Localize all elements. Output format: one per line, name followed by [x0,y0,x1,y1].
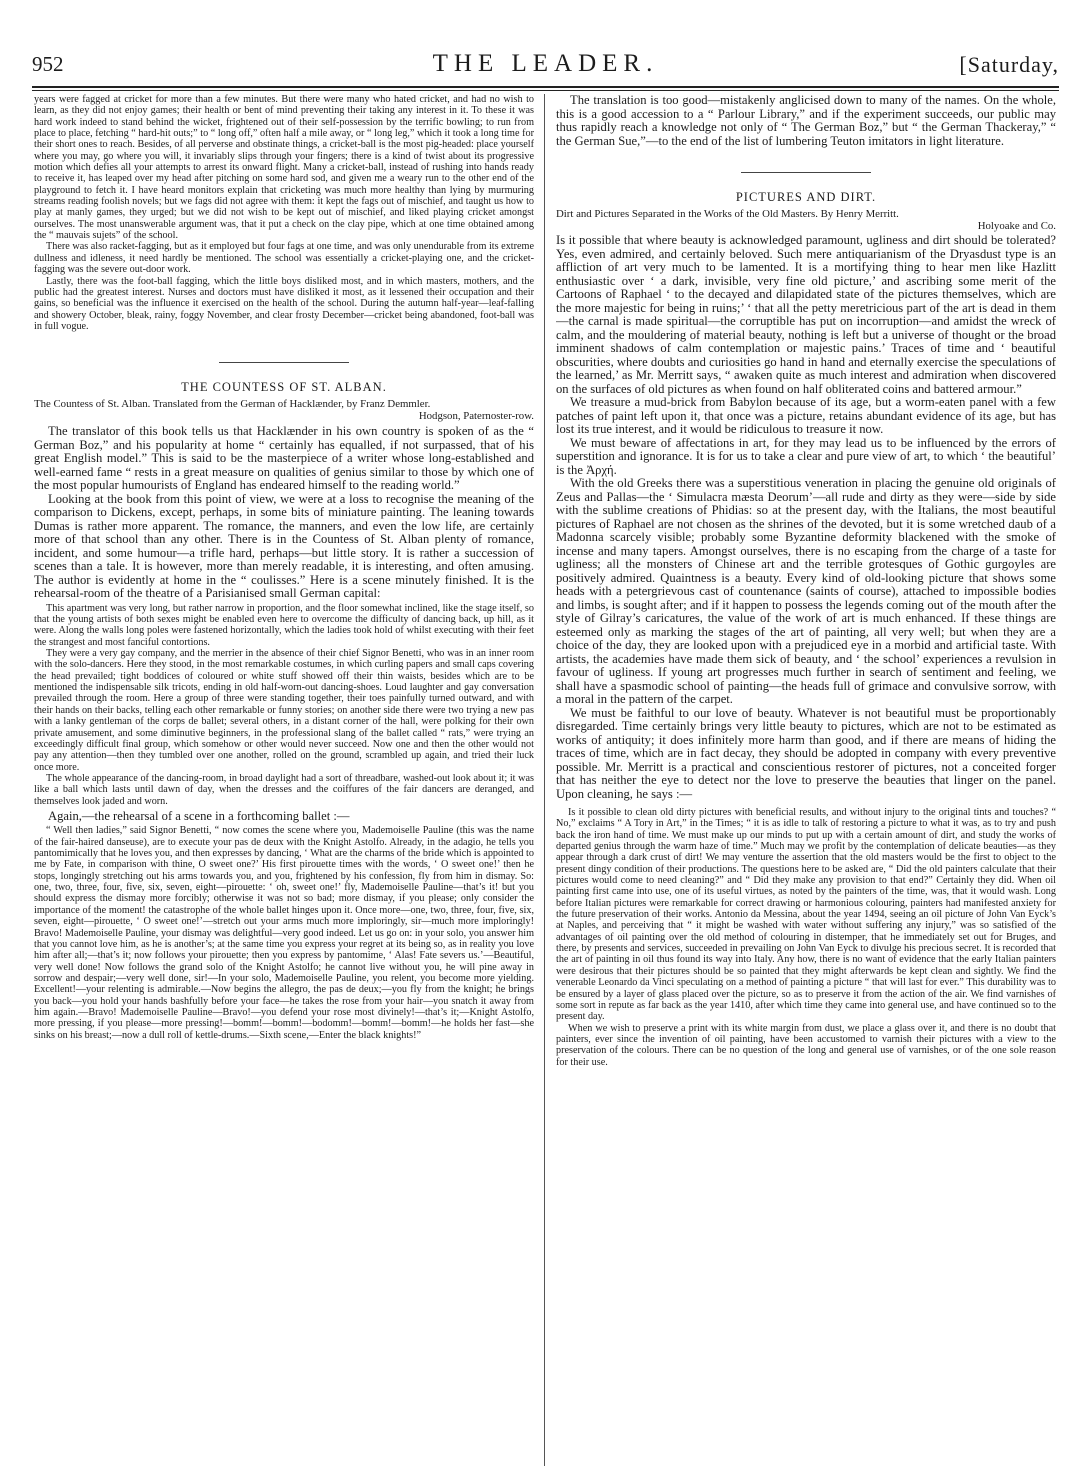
section-divider [741,172,871,173]
page-number: 952 [32,52,64,76]
header-rule-thin [32,90,1059,91]
pictures-body-paragraph: We must beware of affectations in art, for they may lead us to be influenced by the errors of superstition and ignorance. It is for us to take a clear and pure view of art, to which ‘ the beautiful’ is the Ἀρχή. [556,435,1056,477]
column-separator [544,94,545,1466]
pictures-publisher: Holyoake and Co. [977,220,1056,232]
cricket-paragraph: There was also racket-fagging, but as it employed but four fags at one time, and was only unendurable from its extreme dullness and idleness, it need hardly be mentioned. The school was essentially a cricket-playing one, and the cricket-fagging was the severe out-door work. [34,241,534,276]
section-divider [219,362,349,363]
pictures-citation: Dirt and Pictures Separated in the Works of the Old Masters. By Henry Merritt. [556,208,899,220]
issue-day-label: [Saturday, [959,52,1059,77]
masthead-title: THE LEADER. [432,50,659,77]
countess-bridge-text: Again,—the rehearsal of a scene in a forthcoming ballet :— [48,808,350,823]
pictures-review-title: PICTURES AND DIRT. [735,190,877,204]
pictures-body-paragraph: We must be faithful to our love of beauty. Whatever is not beautiful must be proportionably disregarded. Time certainly brings very little beauty to pictures, which are not to be estimated as works of antiquity; it does infinitely more harm than good, and if there are means of hiding the traces of time, which are in fact decay, they should be adopted in company with every preventive possible. Mr. Merritt is a practical and conscientious restorer of pictures, not a conceited forger that has neither the eye to detect nor the love to preserve the beauties that linger on the panel. Upon cleaning, he says :— [556,705,1056,801]
pictures-body-paragraph: Is it possible that where beauty is acknowledged paramount, ugliness and dirt should be tolerated? Yes, even admired, and certainly beloved. Such mere antiquarianism of the Dryasdust type is an affliction of art very much to be lamented. It is a mortifying thing to hear men like Hazlitt enthusiastic over ‘ a dark, invisible, very fine old picture,’ and ascribing some merit of the Cartoons of Raphael ‘ to the decayed and dilapidated state of the pictures themselves, which are the more majestic for being in ruins;’ ‘ that all the petty meretricious part of the art is dead in them—the carnal is made spiritual—the corruptible has put on incorruption—and amidst the wreck of calm, and the mouldering of material beauty, nothing is left but a universe of thought or the broad imminent shadows of calm contemplation or majestic pains.’ Traces of time and ‘ beautiful obscurities, where doubts and curiosities go hand in hand and eternally exercise the speculations of the learned,’ as Mr. Merritt says, “ awaken quite as much interest and admiration when discovered on the surfaces of old pictures as when found on half obliterated coins and battered armour.” [556,233,1056,396]
countess-review-title: THE COUNTESS OF ST. ALBAN. [181,380,387,395]
cricket-paragraph: years were fagged at cricket for more than a few minutes. But there were many who hated cricket, and had no wish to learn, as they did not enjoy games; their health or bent of mind preventing their taking any interest in it. To these it was hard work indeed to stand behind the wicket, frightened out of their self-possession by the terrific bowling; to run from place to place, fetching “ hard-hit outs;” to “ long off,” often half a mile away, or “ long leg,” which it took a long time for their short ones to reach. Besides, of all perverse and obstinate things, a cricket-ball is the most pig-headed: place yourself where you may, go where you will, it invariably slips through your fingers; there is a kind of twist about its progressive motion which defies all your attempts to arrest its onward flight. Many a cricket-ball, instead of rushing into hands ready to receive it, has leaped over my head after pitching on some hard sod, and given me a weary run to the other end of the playground to fetch it. I have heard monitors explain that cricketing was much more healthy than lying by murmuring streams reading foolish novels; but we fags did not agree with them: it kept the fags out of mischief, and taught us how to play at manly games, they urged; but we did not wish to be kept out of mischief, and liked playing cricket amongst ourselves. The most unanswerable argument was, that it put a check on the clay pipe, which at one time obtained among the “ mauvais sujets” of the school. [34,94,534,242]
pictures-body-paragraph: With the old Greeks there was a superstitious veneration in placing the genuine old originals of Zeus and Pallas—the ‘ Simulacra mæsta Deorum’—all rude and dirty as they were—side by side with the sublime creations of Phidias: so at the present day, with the Italians, the most beautiful pictures of Raphael are not chosen as the shrines of the devoted, but it is some wretched daub of a Madonna scarcely visible; probably some Byzantine deformity blackened with the smoke of incense and many tapers. Amongst ourselves, there is no escaping from the charge of a taste for ugliness; all the monsters of Chinese art and the terrible grotesques of Gothic gurgoyles are positively admired. Quaintness is a beauty. Every kind of old-looking picture that shows some heads with a petergrievous cast of countenance (saints of course), attached to impossible bodies and limbs, is sought after; and if it happen to possess the legends coming out of the mouth after the style of Gilray’s caricatures, the value of the work of art is much enhanced. If these things are esteemed only as marking the stages of the art of painting, all very well; but when they are a choice of the day, they are looked upon with a prejudiced eye in a morbid and artificial taste. With artists, the academies have made them sick of beauty, and ‘ the school’ experiences a revulsion in favour of ugliness. If young art progresses much further in search of sentiment and feeling, we shall have a spasmodic school of painting—the heads full of grimace and convulsive sorrow, with a moral in the pattern of the carpet. [556,476,1056,706]
pictures-body-paragraph: We treasure a mud-brick from Babylon because of its age, but a worm-eaten panel with a few patches of paint left upon it, that once was a picture, retains abundant evidence of its age, but has lost its true interest, and it would be ridiculous to treasure it now. [556,395,1056,436]
right-column [556,94,1056,1470]
running-head [32,52,1059,86]
header-rule [32,86,1059,88]
translation-note: The translation is too good—mistakenly anglicised down to many of the names. On the whole, this is a good accession to a “ Parlour Library,” and if the experiment succeeds, our public may thus rapidly reach a knowledge not only of “ The German Boz,” but “ the German Thackeray,” “ the German Sue,”—to the end of the list of lumbering Teuton imitators in light literature. [556,94,1056,148]
countess-publisher: Hodgson, Paternoster-row. [418,410,534,423]
pictures-extract-paragraph: When we wish to preserve a print with its white margin from dust, we place a glass over it, and there is no doubt that painters, ever since the invention of oil painting, have been accustomed to varnish their pictures with a view to the preservation of the colours. There can be no question of the long and general use of varnishes, or of the one sole reason for their use. [556,1022,1056,1068]
countess-extract-paragraph: The whole appearance of the dancing-room, in broad daylight had a sort of threadbare, washed-out look about it; it was like a ball which lasts until dawn of day, when the dresses and the coiffures of the fair dancers are deranged, and themselves look jaded and worn. [34,772,534,807]
countess-extract-paragraph: This apartment was very long, but rather narrow in proportion, and the floor somewhat inclined, like the stage itself, so that the young artists of both sexes might be enabled even here to overcome the difficulty of dancing back, up hill, as it were. Along the walls long poles were fastened horizontally, which the ladies took hold of whilst executing with their feet the strangest and most fanciful contortions. [34,602,534,648]
pictures-extract-paragraph: Is it possible to clean old dirty pictures with beneficial results, and without injury to the original tints and touches? “ No,” exclaims “ A Tory in Art,” in the Times; “ it is as idle to talk of restoring a picture to what it was, as to try and push back the iron hand of time. We must make up our minds to put up with a certain amount of dirt, and study the works of departed genius through the warm haze of time.” Much may we profit by the contemplation of delicate beauties—as they appear through a dark crust of dirt! We may venture the assertion that the old masters would be the first to object to the present dingy condition of their productions. The questions here to be asked are, “ Did the old painters calculate that their pictures would come to need cleaning?” and “ Did they make any provision to that end?” Certainly they did. When oil painting first came into use, one of its useful virtues, as noted by the painters of the time, was, that it would wash. Long before Italian pictures were remarkable for correct drawing or harmonious colouring, painters had manifested anxiety for the future preservation of their works. Antonio da Messina, about the year 1494, seeing an oil picture of John Van Eyck’s at Naples, and perceiving that “ it might be washed with water without suffering any injury,” was so satisfied of the advantages of oil painting over the old method of colouring in distemper, that he immediately set out for Bruges, and there, by presents and services, succeeded in prevailing on John Van Eyck to divulge his precious secret. It is recorded that the art of painting in oil thus found its way into Italy. Any how, there is no want of evidence that the early Italian painters were desirous that their pictures should be so painted that they might afterwards be kept clean and sightly. We find the venerable Leonardo da Vinci speculating on a method of painting a picture “ that will last for ever.” This durability was to be ensured by a layer of glass placed over the picture, so as to preserve it from the action of the air. We find varnishes of some sort in repute as far back as the year 1410, after which time they came into general use, and have continued so to the present day. [556,807,1056,1023]
left-column [34,94,534,1470]
countess-citation: The Countess of St. Alban. Translated from the German of Hacklænder, by Franz Demmler. [34,398,431,411]
countess-extract-paragraph: They were a very gay company, and the merrier in the absence of their chief Signor Benetti, who was in an inner room with the solo-dancers. Here they stood, in the most remarkable costumes, in which curling papers and small caps covering the head prevailed; tight boddices of coloured or white stuff showed off their thin waists, besides which are to be mentioned the indispensable silk tricots, ending in old half-worn-out dancing-shoes. Loud laughter and gay conversation prevailed through the room. Here a group of three were standing together, their toes painfully turned outward, and with their hands on their backs, telling each other remarkable or funny stories; on another side there were two trying a new pas with a lanky gentleman of the corps de ballet; several others, in a distant corner of the hall, were polking for their own private amusement, and some diminutive beginners, in the professional slang of the ballet called “ rats,” were trying an exceedingly difficult final group, which somehow or other would never succeed. Now one and then the other would not pay any attention—then they tumbled over one another, rolled on the ground, scrambled up again, and tried their luck once more. [34,648,534,773]
cricket-paragraph: Lastly, there was the foot-ball fagging, which the little boys disliked most, and in which masters, mothers, and the public had the greatest interest. Nurses and doctors must have disliked it most, as it lessened their occupation and their gains, so beneficial was the influence it exercised on the health of the school. During the autumn half-year—leaf-falling and showery October, bleak, rainy, foggy November, and clear frosty December—cricket being abandoned, foot-ball was in full vogue. [34,275,534,332]
countess-intro-paragraph: Looking at the book from this point of view, we were at a loss to recognise the meaning of the comparison to Dickens, except, perhaps, in some bits of miniature painting. The leaning towards Dumas is rather more apparent. The romance, the manners, and even the low life, are certainly more of that school than any other. There is in the Countess of St. Alban plenty of romance, incident, and some humour—a trifle hard, perhaps—but little story. It is rather a succession of scenes than a tale. It is however, more than merely readable, it is interesting, and often amusing. The author is evidently at home in the “ coulisses.” Here is a scene minutely finished. It is the rehearsal-room of the theatre of a Parisianised small German capital: [34,491,534,601]
countess-intro-paragraph: The translator of this book tells us that Hacklænder in his own country is spoken of as the “ German Boz,” and his popularity at home “ certainly has equalled, if not surpassed, that of his great English model.” This is said to be the masterpiece of a writer whose long-established and well-earned fame “ rests in a great measure on qualities of genius similar to those by which one of the most popular humourists of England has endeared himself to the reading world.” [34,424,534,493]
countess-ballet-extract: “ Well then ladies,” said Signor Benetti, “ now comes the scene where you, Mademoiselle Pauline (this was the name of the fair-haired danseuse), are to execute your pas de deux with the Knight Astolfo. Already, in the adagio, he tells you pantomimically that he loves you, and then expresses by dancing, ‘ What are the charms of the bride which is appointed to me by Fate, in comparison with thine, O sweet one?’ His first pirouette times with the words, ‘ O sweet one!’ then he stops, longingly stretching out his arms towards you, and you, frightened by his confession, fly from him in dismay. So: one, two, three, four, five, six, seven, eight—pirouette: ‘ oh, sweet one!’ fly, Mademoiselle Pauline—that’s it! but you should express the dismay more forcibly; otherwise it was not so bad; more dismay, if you please; only consider the importance of the moment! the catastrophe of the whole ballet hinges upon it. Once more—one, two, three, four, five, six, seven, eight—pirouette, ‘ O sweet one!’—stretch out your arms much more imploringly, sir—much more imploringly! Bravo! Mademoiselle Pauline, your dismay was delightful—very good indeed. Let us go on: in your solo, you answer him that you cannot love him, as he is another’s; at the same time you express your regret at its being so, as in reality you love him after all;—that’s it; now follows your pirouette; then you express by pantomime, ‘ Alas! Fate severs us.’—Beautiful, very well done! Now follows the grand solo of the Knight Astolfo; he cannot live without you, he will pine away in sorrow and despair;—very well done, sir!—In your solo, Mademoiselle Pauline, you relent, you become more yielding. Excellent!—your relenting is admirable.—Now begins the allegro, the pas de deux;—you fly from the knight; he brings you back—you hold your hands bashfully before your face—he takes the rose from your hair—you snatch it away from him again.—Bravo! Mademoiselle Pauline—Bravo!—you defend your rose most divinely!—that’s it;—Knight Astolfo, more pressing, if you please—more pressing!—bomm!—bomm!—bodomm!—bomm!—bomm!—he holds her fast—she sinks on his breast;—now a dull roll of kettle-drums.—Sixth scene,—Enter the black knights!” [34,825,534,1041]
